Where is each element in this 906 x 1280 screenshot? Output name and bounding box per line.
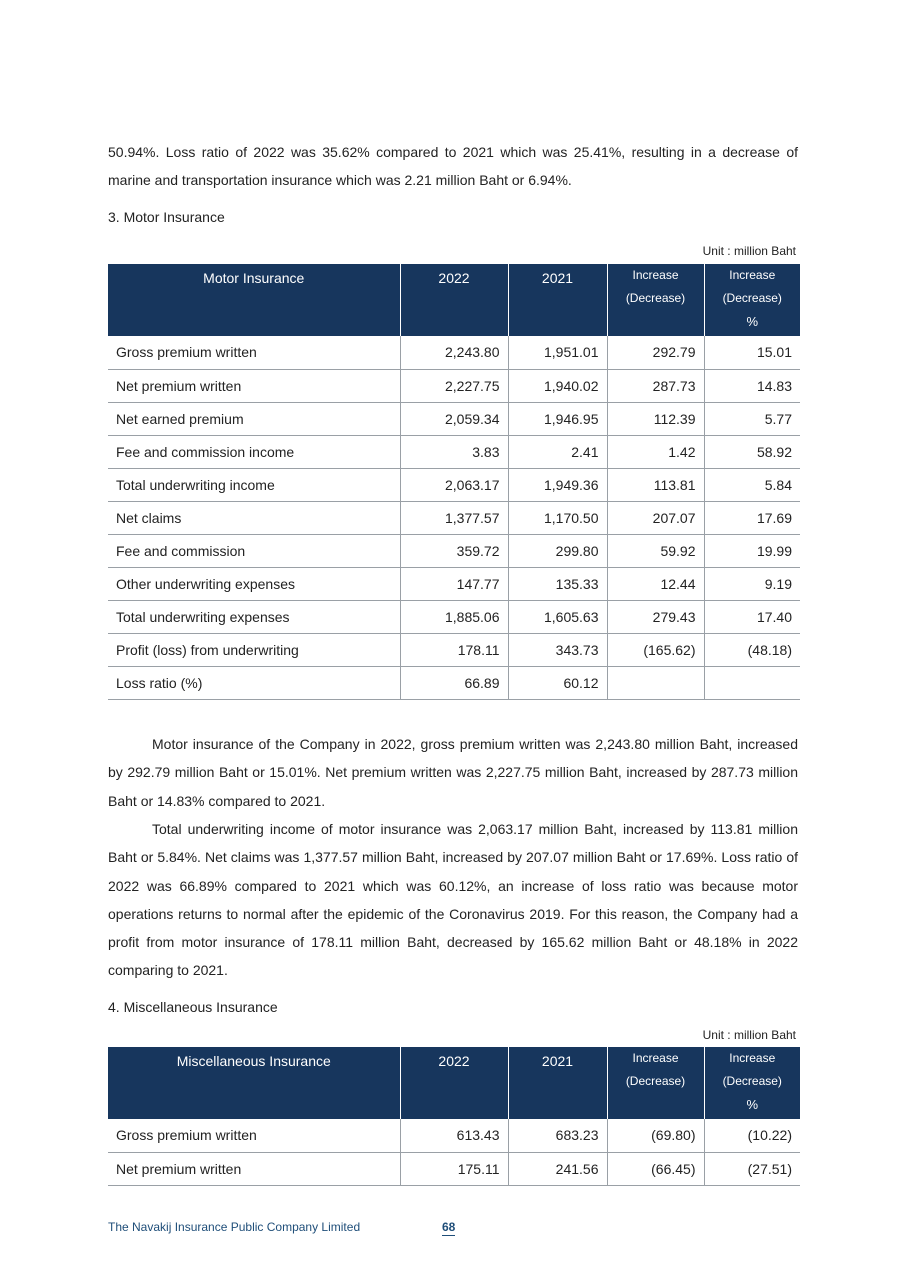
table-cell: (27.51) <box>704 1152 800 1185</box>
table-cell: 1,940.02 <box>508 369 607 402</box>
table-row <box>108 1119 800 1152</box>
row-label: Total underwriting income <box>108 468 400 501</box>
table-cell: 683.23 <box>508 1119 607 1152</box>
col-header-change-percent: Increase (Decrease) % <box>704 264 800 336</box>
table-cell: 299.80 <box>508 534 607 567</box>
row-label: Net claims <box>108 501 400 534</box>
table-cell: 2,243.80 <box>400 336 508 369</box>
table-row <box>108 336 800 369</box>
table-cell: 343.73 <box>508 633 607 666</box>
row-label: Fee and commission <box>108 534 400 567</box>
table-cell: 178.11 <box>400 633 508 666</box>
row-label: Net premium written <box>108 369 400 402</box>
row-label: Other underwriting expenses <box>108 567 400 600</box>
table-cell: 59.92 <box>607 534 704 567</box>
row-label: Fee and commission income <box>108 435 400 468</box>
table-cell: (165.62) <box>607 633 704 666</box>
table-cell: 58.92 <box>704 435 800 468</box>
table-cell <box>704 666 800 699</box>
col-header-2022: 2022 <box>400 264 508 336</box>
table-row <box>108 534 800 567</box>
table-cell: 66.89 <box>400 666 508 699</box>
table-cell: 613.43 <box>400 1119 508 1152</box>
table-cell: 1,377.57 <box>400 501 508 534</box>
table-cell: 279.43 <box>607 600 704 633</box>
table-row <box>108 369 800 402</box>
table-cell: (48.18) <box>704 633 800 666</box>
motor-paragraph-2: Total underwriting income of motor insurance was 2,063.17 million Baht, increased by 113.81 million Baht or 5.84%. Net claims was 1,377.57 million Baht, increased by 207.07 million Baht or 17.69%. Loss ratio of 2022 was 66.89% compared to 2021 which was 60.12%, an increase of loss ratio was because motor operations returns to normal after the epidemic of the Coronavirus 2019. For this reason, the Company had a profit from motor insurance of 178.11 million Baht, decreased by 165.62 million Baht or 48.18% in 2022 comparing to 2021. <box>108 821 798 979</box>
col-header-change: Increase (Decrease) <box>607 1047 704 1119</box>
table-cell: 113.81 <box>607 468 704 501</box>
row-label: Net earned premium <box>108 402 400 435</box>
table-cell <box>607 666 704 699</box>
section-heading-misc: 4. Miscellaneous Insurance <box>108 999 278 1015</box>
table-cell: 2,063.17 <box>400 468 508 501</box>
table-cell: 241.56 <box>508 1152 607 1185</box>
table-cell: 1,946.95 <box>508 402 607 435</box>
table-row <box>108 600 800 633</box>
misc-insurance-table <box>108 1047 800 1186</box>
col-header-2021: 2021 <box>508 264 607 336</box>
table-cell: 1,951.01 <box>508 336 607 369</box>
row-label: Profit (loss) from underwriting <box>108 633 400 666</box>
table-row <box>108 633 800 666</box>
motor-insurance-table <box>108 264 800 700</box>
table-cell: 147.77 <box>400 567 508 600</box>
col-header-2022: 2022 <box>400 1047 508 1119</box>
col-header-category: Miscellaneous Insurance <box>108 1047 400 1119</box>
row-label: Gross premium written <box>108 336 400 369</box>
table-cell: 14.83 <box>704 369 800 402</box>
table-cell: 292.79 <box>607 336 704 369</box>
table-cell: 5.77 <box>704 402 800 435</box>
table-cell: (66.45) <box>607 1152 704 1185</box>
table-cell: 135.33 <box>508 567 607 600</box>
col-header-category: Motor Insurance <box>108 264 400 336</box>
page-number: 68 <box>442 1220 456 1234</box>
table-cell: 359.72 <box>400 534 508 567</box>
table-cell: 15.01 <box>704 336 800 369</box>
table-cell: 1,170.50 <box>508 501 607 534</box>
table-cell: (10.22) <box>704 1119 800 1152</box>
row-label: Loss ratio (%) <box>108 666 400 699</box>
table-cell: 3.83 <box>400 435 508 468</box>
col-header-2021: 2021 <box>508 1047 607 1119</box>
table-row <box>108 666 800 699</box>
col-header-change: Increase (Decrease) <box>607 264 704 336</box>
table-cell: 17.40 <box>704 600 800 633</box>
table-row <box>108 567 800 600</box>
table-cell: 2,227.75 <box>400 369 508 402</box>
table-cell: 60.12 <box>508 666 607 699</box>
table-row <box>108 1152 800 1185</box>
table-cell: 5.84 <box>704 468 800 501</box>
table-cell: 1,949.36 <box>508 468 607 501</box>
unit-label-misc: Unit : million Baht <box>702 1028 796 1042</box>
col-header-change-percent: Increase (Decrease) % <box>704 1047 800 1119</box>
section-heading-motor: 3. Motor Insurance <box>108 209 225 225</box>
table-cell: 2,059.34 <box>400 402 508 435</box>
row-label: Gross premium written <box>108 1119 400 1152</box>
table-cell: 12.44 <box>607 567 704 600</box>
table-row <box>108 501 800 534</box>
table-cell: 175.11 <box>400 1152 508 1185</box>
table-cell: 1.42 <box>607 435 704 468</box>
table-cell: (69.80) <box>607 1119 704 1152</box>
table-cell: 207.07 <box>607 501 704 534</box>
table-row <box>108 468 800 501</box>
footer-company-name: The Navakij Insurance Public Company Limited <box>108 1220 361 1234</box>
table-row <box>108 402 800 435</box>
table-cell: 1,605.63 <box>508 600 607 633</box>
intro-paragraph: 50.94%. Loss ratio of 2022 was 35.62% compared to 2021 which was 25.41%, resulting in a decrease of marine and transportation insurance which was 2.21 million Baht or 6.94%. <box>108 144 798 189</box>
unit-label-motor: Unit : million Baht <box>702 244 796 258</box>
row-label: Net premium written <box>108 1152 400 1185</box>
motor-paragraph-1: Motor insurance of the Company in 2022, gross premium written was 2,243.80 million Baht, increased by 292.79 million Baht or 15.01%. Net premium written was 2,227.75 million Baht, increased by 287.73 million Baht or 14.83% compared to 2021. <box>108 736 798 809</box>
table-cell: 9.19 <box>704 567 800 600</box>
table-cell: 19.99 <box>704 534 800 567</box>
table-cell: 287.73 <box>607 369 704 402</box>
row-label: Total underwriting expenses <box>108 600 400 633</box>
table-row <box>108 435 800 468</box>
table-cell: 17.69 <box>704 501 800 534</box>
table-cell: 1,885.06 <box>400 600 508 633</box>
table-cell: 2.41 <box>508 435 607 468</box>
table-cell: 112.39 <box>607 402 704 435</box>
